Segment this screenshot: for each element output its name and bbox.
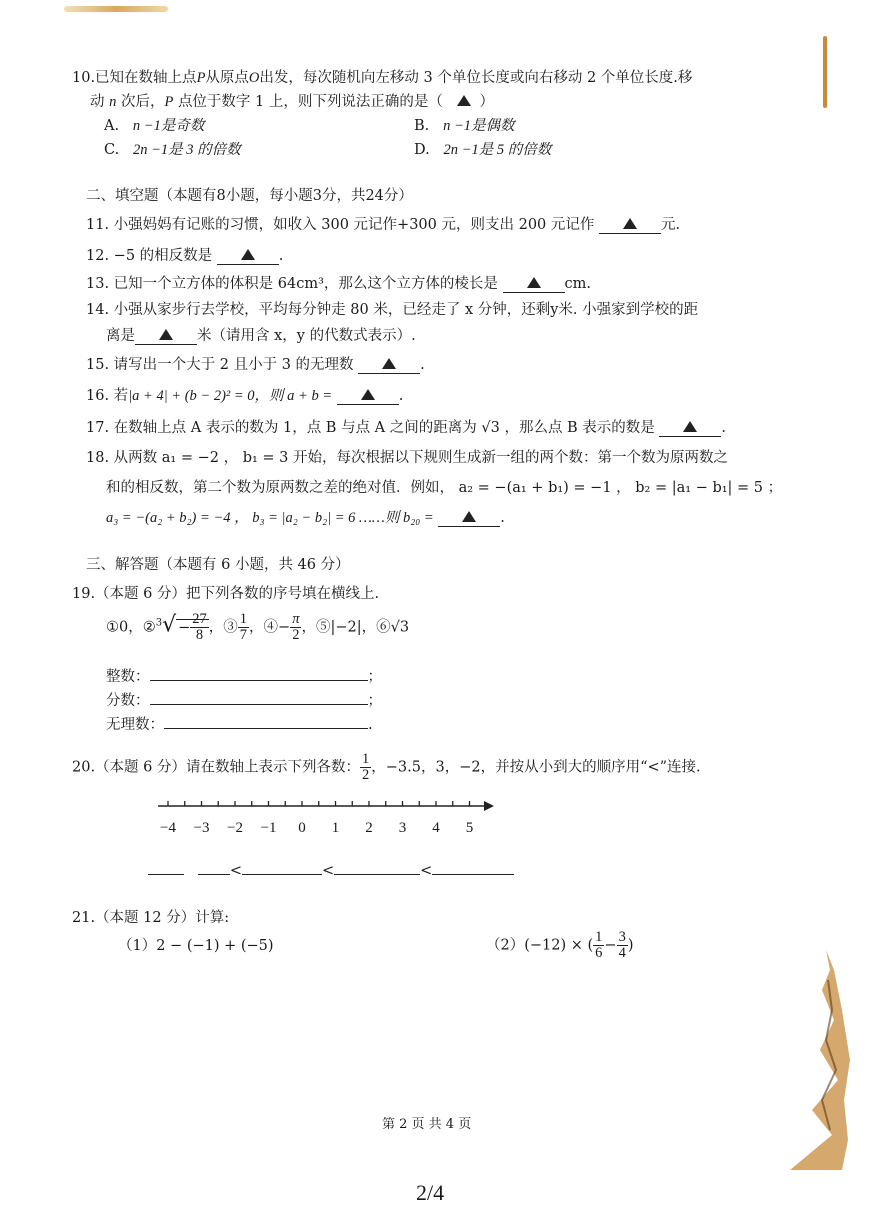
q19-head: 19.（本题 6 分）把下列各数的序号填在横线上.: [72, 586, 380, 602]
arrow-icon: [484, 801, 494, 811]
answer-triangle-icon: [382, 358, 396, 369]
q19-irrational-row: 无理数： .: [106, 712, 373, 734]
q18-line1: 18. 从两数 a₁ = −2 ， b₁ = 3 开始，每次根据以下规则生成新一组的两个数：第一个数为原两数之: [86, 450, 728, 466]
q10-line1: 10.已知在数轴上点P从原点O出发，每次随机向左移动 3 个单位长度或向右移动 2 个单位长度.移: [72, 70, 693, 86]
q11: 11. 小强妈妈有记账的习惯，如收入 300 元记作+300 元，则支出 200 元记作 元.: [86, 217, 681, 233]
answer-triangle-icon: [241, 249, 255, 260]
answer-triangle-icon: [527, 277, 541, 288]
q19-integer-row: 整数： ；: [106, 664, 382, 686]
page-footer: 第 2 页 共 4 页: [382, 1117, 472, 1132]
answer-triangle-icon: [462, 511, 476, 522]
order-blank-3[interactable]: [242, 858, 322, 875]
answer-triangle-icon: [683, 421, 697, 432]
scan-mark-right: [823, 36, 827, 108]
integer-answer-line[interactable]: [150, 664, 368, 681]
fraction-answer-line[interactable]: [150, 688, 368, 705]
number-line-label: 1: [331, 820, 340, 836]
number-line-label: 0: [298, 820, 306, 836]
q20-order-row: < < <: [148, 858, 514, 879]
scan-mark-bottom-right: [782, 950, 852, 1170]
q10-line2: 动 n 次后，P 点位于数字 1 上，则下列说法正确的是（ ）: [90, 94, 494, 110]
number-line-label: 3: [398, 820, 407, 836]
answer-triangle-icon: [623, 218, 637, 229]
q12: 12. −5 的相反数是 .: [86, 248, 284, 264]
q18-line3: a₃ = −(a₂ + b₂) = −4 ， b₃ = |a₂ − b₂| = 6 ……则 b₂₀ = .: [106, 510, 505, 526]
number-line-label: 5: [465, 820, 474, 836]
number-line: [150, 792, 500, 844]
page-number: 2/4: [416, 1180, 445, 1205]
q19-fraction-row: 分数： ；: [106, 688, 382, 710]
number-line-label: 2: [365, 820, 373, 836]
q10-option-d: D. 2n −1是 5 的倍数: [414, 142, 552, 158]
q14-line2: 离是 米（请用含 x，y 的代数式表示）.: [106, 328, 416, 344]
number-line-label: −4: [160, 820, 176, 836]
section-2-title: 二、填空题（本题有8小题，每小题3分，共24分）: [86, 188, 413, 204]
number-line-label: −3: [193, 820, 210, 836]
q17: 17. 在数轴上点 A 表示的数为 1，点 B 与点 A 之间的距离为 √3 ，那么点 B 表示的数是 .: [86, 420, 727, 436]
number-line-label: 4: [432, 820, 440, 836]
q13: 13. 已知一个立方体的体积是 64cm³，那么这个立方体的棱长是 cm.: [86, 276, 592, 292]
answer-triangle-icon: [361, 389, 375, 400]
order-blank-5[interactable]: [432, 858, 514, 875]
q10-option-a: A. n −1是奇数: [104, 118, 205, 134]
answer-triangle-icon: [457, 95, 471, 106]
answer-triangle-icon: [159, 329, 173, 340]
q18-line2: 和的相反数，第二个数为原两数之差的绝对值．例如， a₂ = −(a₁ + b₁) = −1 ， b₂ = |a₁ − b₁| = 5 ；: [106, 480, 783, 496]
order-blank-1[interactable]: [148, 858, 184, 875]
q10-option-b: B. n −1是偶数: [414, 118, 515, 134]
q16: 16. 若|a + 4| + (b − 2)² = 0，则 a + b = .: [86, 388, 404, 404]
q21-part2: （2）(−12) × ( $\frac{1}{6}$ − $\frac{3}{4}$ ): [486, 929, 634, 962]
irrational-answer-line[interactable]: [164, 712, 368, 729]
number-line-label: −1: [260, 820, 277, 836]
q14-line1: 14. 小强从家步行去学校，平均每分钟走 80 米，已经走了 x 分钟，还剩y米. 小强家到学校的距: [86, 302, 699, 318]
scan-mark-top: [64, 6, 168, 12]
q20-head: 20.（本题 6 分）请在数轴上表示下列各数： $\frac{1}{2}$ ，−3.5，3，−2，并按从小到大的顺序用“<”连接.: [72, 751, 701, 784]
q21-part1: （1）2 − (−1) + (−5): [118, 938, 274, 954]
q10-option-c: C. 2n −1是 3 的倍数: [104, 142, 241, 158]
order-blank-4[interactable]: [334, 858, 420, 875]
q15: 15. 请写出一个大于 2 且小于 3 的无理数 .: [86, 357, 425, 373]
number-line-label: −2: [227, 820, 243, 836]
q21-head: 21.（本题 12 分）计算:: [72, 910, 230, 926]
order-blank-2[interactable]: [198, 858, 230, 875]
section-3-title: 三、解答题（本题有 6 小题，共 46 分）: [86, 557, 350, 573]
q19-items: ①0，②$^3$√ − $\frac{27}{8}$ ，③ $\frac{1}{7}$ ，④− $\frac{\pi}{2}$ ，⑤|−2|，⑥√3: [106, 611, 410, 644]
